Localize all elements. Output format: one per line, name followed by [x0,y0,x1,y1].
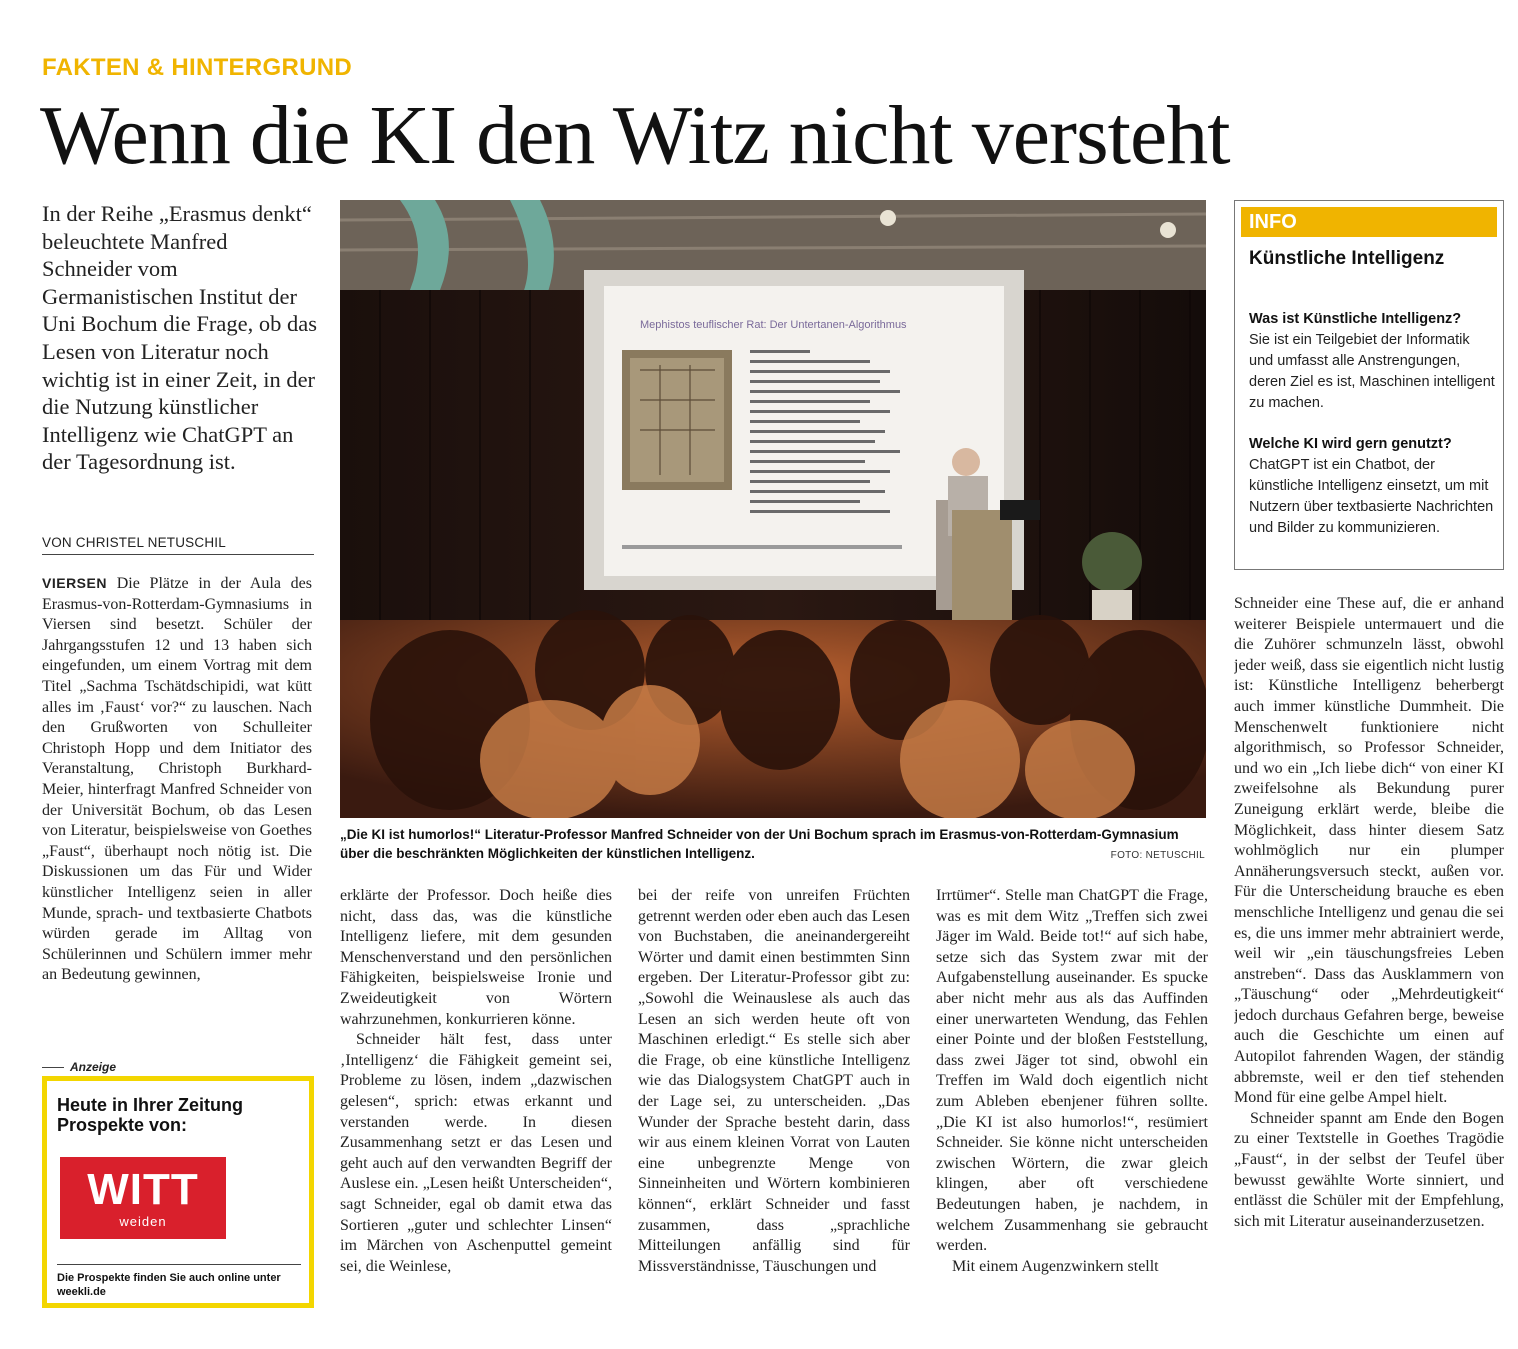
body-column-5 [1234,594,1504,1329]
article-lead: In der Reihe „Erasmus denkt“ beleuchtete Manfred Schneider vom Germanistischen Institut der Uni Bochum die Frage, ob das Lesen von Literatur noch wichtig ist in einer Zeit, in der die Nutzung künstlicher Intelligenz wie ChatGPT an der Tagesordnung ist. [42,201,317,475]
body-paragraph: Schneider spannt am Ende den Bogen zu einer Textstelle in Goethes Tragödie „Faust“, in der selbst der Teufel über bewusst gewählte Worte sinniert, und entlässt die Schüler mit der Empfehlung, sich mit Literatur auseinanderzusetzen. [1234,1109,1504,1230]
section-kicker: FAKTEN & HINTERGRUND [42,54,352,81]
ad-footer: Die Prospekte finden Sie auch online unter weekli.de [57,1272,281,1298]
ad-brand-sub: weiden [119,1214,167,1229]
ad-label [42,1060,314,1074]
info-box [1234,200,1504,570]
ad-label-text: Anzeige [70,1060,117,1074]
info-title: Künstliche Intelligenz [1249,248,1445,269]
info-answer: ChatGPT ist ein Chatbot, der künstliche Intelligenz einsetzt, um mit Nutzern über textbasierte Nachrichten und Bilder zu kommunizieren. [1249,457,1494,536]
body-column-2 [340,886,612,1331]
witt-logo[interactable] [60,1157,226,1239]
ad-headline: Heute in Ihrer Zeitung Prospekte von: [57,1095,244,1135]
lecture-photo-illustration [340,200,1206,818]
info-block [1249,434,1495,539]
info-question: Welche KI wird gern genutzt? [1249,436,1452,452]
photo-credit: FOTO: NETUSCHIL [1110,850,1205,861]
info-body [1249,309,1495,559]
body-paragraph: Schneider hält fest, dass unter ‚Intelligenz‘ die Fähigkeit gemeint sei, Probleme zu lösen, indem „dazwischen gelesen“, sprich: etwas erkannt und verstanden werde. In diesen Zusammenhang setzt er das Lesen und geht auch auf den verwandten Begriff der Auslese ein. „Lesen heißt Unterscheiden“, sagt Schneider, egal ob damit etwa das Sortieren „guter und schlechter Linsen“ im Märchen von Aschenputtel gemeint sei, die Weinlese, [340,1031,612,1275]
body-paragraph: erklärte der Professor. Doch heiße dies nicht, dass das, was die künstliche Intelligenz liefere, mit dem gesunden Menschenverstand und den persönlichen Fähigkeiten, beispielsweise Ironie und Zweideutigkeit von Wörtern wahrzunehmen, konkurrieren könne. [340,887,612,1028]
body-paragraph: bei der reife von unreifen Früchten getrennt werden oder eben auch das Lesen von Buchstaben, die aneinandergereiht Wörter und damit einen bestimmten Sinn ergeben. Der Literatur-Professor gibt zu: „Sowohl die Weinauslese als auch das Lesen an sich werden heute oft von Maschinen erledigt.“ Es stelle sich aber die Frage, ob eine künstliche Intelligenz wie das Dialogsystem ChatGPT auch in der Lage sei, zu unterscheiden. „Das Wunder der Sprache besteht darin, dass wir aus einem kleinen Vorrat von Lauten eine unbegrenzte Menge von Sinneinheiten und Wörtern kombinieren können“, erklärt Schneider und fasst zusammen, dass „sprachliche Mitteilungen anfällig sind für Missverständnisse, Täuschungen und [638,887,910,1275]
body-paragraph: Irrtümer“. Stelle man ChatGPT die Frage, was es mit dem Witz „Treffen sich zwei Jäger im Wald. Beide tot!“ auf sich habe, setze sich das System zwar mit der Aufgabenstellung auseinander. Es spucke aber nicht mehr aus als das Auffinden einer unerwarteten Wendung, das Fehlen einer Pointe und der bloßen Feststellung, dass zwei Jäger tot sind, obwohl ein Treffen im Wald doch eigentlich nicht zum Ableben ebenjener führen sollte. „Die KI ist also humorlos!“, resümiert Schneider. Sie könne nicht unterscheiden zwischen Wörtern, die zwar gleich klingen, aber oft verschiedene Bedeutungen haben, je nachdem, in welchem Zusammenhang sie gebraucht werden. [936,887,1208,1255]
body-column-3 [638,886,910,1331]
body-text: Die Plätze in der Aula des Erasmus-von-Rotterdam-Gymnasiums in Viersen sind besetzt. Schüler der Jahrgangsstufen 12 und 13 haben sich eingefunden, um einem Vortrag mit dem Titel „Sachma Tschätdschipidi, wat kütt alles im ‚Faust‘ vor?“ zu lauschen. Nach den Grußworten von Schulleiter Christoph Hopp und dem Initiator des Veranstaltung, Christoph Burkhard-Meier, hinterfragt Manfred Schneider von der Universität Bochum, ob das Lesen von Literatur, beispielsweise von Goethes „Faust“, überhaupt noch nötig ist. Die Diskussionen um das Für und Wider künstlicher Intelligenz seien in aller Munde, sprach- und textbasierte Chatbots würden gerade im Alltag von Schülerinnen und Schülern immer mehr an Bedeutung gewinnen, [42,575,312,984]
slide-title: Mephistos teuflischer Rat: Der Untertanen-Algorithmus [640,319,907,331]
info-block [1249,309,1495,414]
info-answer: Sie ist ein Teilgebiet der Informatik und umfasst alle Anstrengungen, deren Ziel es ist, Maschinen intelligent zu machen. [1249,332,1495,411]
body-paragraph: Schneider eine These auf, die er anhand weiterer Beispiele untermauert und die die Zuhörer schmunzeln lässt, obwohl jeder weiß, dass sie eigentlich nicht lustig ist: Künstliche Intelligenz beherbergt auch immer künstliche Dummheit. Die Menschenwelt funktioniere nicht algorithmisch, so Professor Schneider, und wo ein „Ich liebe dich“ von einer KI zweifelsohne als Bekundung purer Zuneigung erklärt werde, bleibe die Möglichkeit, dass hinter diesem Satz wohlmöglich nur ein plumper Annäherungsversuch steckt, außen vor. Für die Unterscheidung brauche es eben menschliche Intelligenz und genau die sei es, die uns immer mehr abtrainiert werde, weil wir „ein täuschungsfreies Leben anstreben“. Dass das Ausklammern von „Täuschung“ oder „Mehrdeutigkeit“ jedoch durchaus Gefahren berge, beweise auch die Geschichte um einen auf Autopilot fahrenden Wagen, der ständig abbremste, weil er den tief stehenden Mond für eine gelbe Ampel hielt. [1234,595,1504,1107]
info-tag: INFO [1241,207,1497,237]
photo-caption: „Die KI ist humorlos!“ Literatur-Professor Manfred Schneider von der Uni Bochum sprach im Erasmus-von-Rotterdam-Gymnasium über die beschränkten Möglichkeiten der künstlichen Intelligenz. [340,827,1179,861]
advertisement[interactable] [42,1076,314,1308]
ad-label-rule [42,1067,64,1068]
ad-divider [57,1264,301,1265]
dateline: VIERSEN [42,575,107,591]
article-photo [340,200,1206,818]
body-paragraph: Mit einem Augenzwinkern stellt [952,1257,1159,1275]
article-headline: Wenn die KI den Witz nicht versteht [40,89,1230,182]
body-column-1 [42,573,312,1033]
byline: VON CHRISTEL NETUSCHIL [42,535,314,555]
info-question: Was ist Künstliche Intelligenz? [1249,311,1462,327]
ad-brand: WITT [87,1165,199,1214]
body-column-4 [936,886,1208,1331]
